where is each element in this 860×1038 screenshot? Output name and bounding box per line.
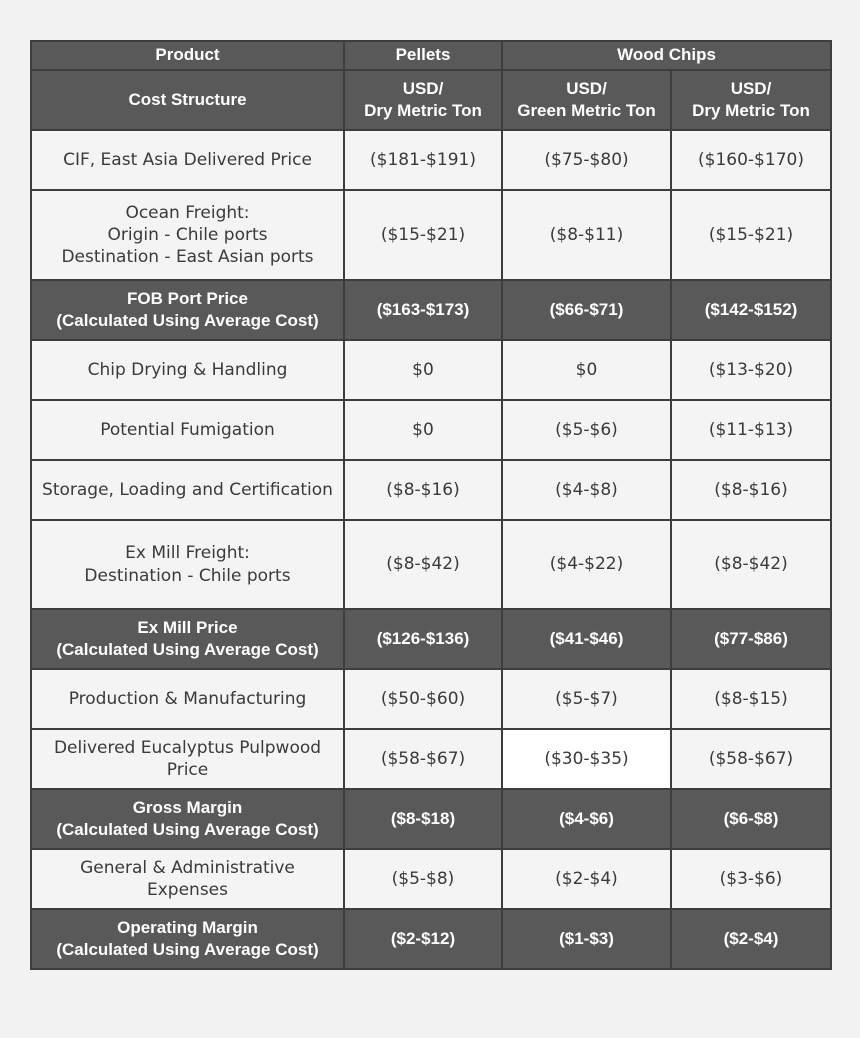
chips-dry-value: ($77-$86) — [671, 609, 831, 669]
row-label-line: Price — [166, 760, 209, 780]
chips-dry-value: ($15-$21) — [671, 190, 831, 280]
unit-header-line: Green Metric Ton — [517, 101, 656, 120]
pellets-value: ($181-$191) — [344, 130, 502, 190]
chips-dry-value: ($13-$20) — [671, 340, 831, 400]
row-label — [31, 400, 344, 460]
header-row-units — [31, 70, 831, 130]
pellets-value: ($5-$8) — [344, 849, 502, 909]
chips-dry-value: ($142-$152) — [671, 280, 831, 340]
row-label-line: Destination - East Asian ports — [61, 247, 314, 268]
row-label-line: (Calculated Using Average Cost) — [56, 940, 319, 959]
pellets-value: ($163-$173) — [344, 280, 502, 340]
chips-dry-value: ($3-$6) — [671, 849, 831, 909]
chips-green-value: ($2-$4) — [502, 849, 671, 909]
subtotal-row — [31, 280, 831, 340]
row-label — [31, 609, 344, 669]
row-label-line: Expenses — [147, 880, 228, 900]
row-label-line: Potential Fumigation — [100, 419, 275, 440]
chips-dry-value: ($6-$8) — [671, 789, 831, 849]
pellets-value: ($58-$67) — [344, 729, 502, 789]
chips-dry-value: ($8-$15) — [671, 669, 831, 729]
pellets-header: Pellets — [344, 41, 502, 70]
chips-green-value: ($8-$11) — [502, 190, 671, 280]
pellets-value: ($8-$16) — [344, 460, 502, 520]
row-label-line: Ex Mill Price — [137, 617, 238, 637]
row-label-line: Production & Manufacturing — [68, 688, 307, 709]
table-row — [31, 130, 831, 190]
table-row — [31, 729, 831, 789]
header-row-top — [31, 41, 831, 70]
chips-green-value: $0 — [502, 340, 671, 400]
subtotal-row — [31, 609, 831, 669]
chips-dry-value: ($160-$170) — [671, 130, 831, 190]
chips-green-value: ($4-$22) — [502, 520, 671, 609]
table-row — [31, 520, 831, 609]
pellets-value: ($8-$18) — [344, 789, 502, 849]
row-label — [31, 669, 344, 729]
table-row — [31, 340, 831, 400]
unit-header-chips-dry — [671, 70, 831, 130]
row-label-line: Destination - Chile ports — [84, 565, 291, 586]
row-label-line: (Calculated Using Average Cost) — [56, 640, 319, 659]
pellets-value: $0 — [344, 340, 502, 400]
row-label-line: General & Administrative — [80, 857, 295, 878]
row-label — [31, 729, 344, 789]
unit-header-line: USD/ — [402, 78, 444, 98]
row-label-line: Operating Margin — [117, 917, 258, 937]
row-label — [31, 280, 344, 340]
unit-header-line: Dry Metric Ton — [364, 101, 482, 120]
unit-header-pellets — [344, 70, 502, 130]
row-label-line: CIF, East Asia Delivered Price — [63, 149, 312, 170]
row-label — [31, 849, 344, 909]
product-header: Product — [31, 41, 344, 70]
chips-dry-value: ($2-$4) — [671, 909, 831, 969]
subtotal-row — [31, 909, 831, 969]
cost-structure-table — [30, 40, 832, 970]
row-label — [31, 909, 344, 969]
row-label-line: Ex Mill Freight: — [125, 543, 250, 564]
pellets-value: $0 — [344, 400, 502, 460]
chips-green-value: ($5-$7) — [502, 669, 671, 729]
row-label — [31, 130, 344, 190]
chips-dry-value: ($8-$16) — [671, 460, 831, 520]
chips-dry-value: ($58-$67) — [671, 729, 831, 789]
row-label-line: Storage, Loading and Certification — [42, 479, 333, 500]
row-label — [31, 789, 344, 849]
chips-dry-value: ($11-$13) — [671, 400, 831, 460]
row-label-line: Gross Margin — [132, 797, 243, 817]
table-row — [31, 669, 831, 729]
table-row — [31, 460, 831, 520]
row-label — [31, 460, 344, 520]
row-label-line: Ocean Freight: — [125, 202, 250, 223]
wood-chips-header: Wood Chips — [502, 41, 831, 70]
chips-green-value: ($66-$71) — [502, 280, 671, 340]
row-label-line: Delivered Eucalyptus Pulpwood — [53, 737, 322, 758]
pellets-value: ($2-$12) — [344, 909, 502, 969]
unit-header-line: USD/ — [730, 78, 772, 98]
row-label — [31, 520, 344, 609]
pellets-value: ($8-$42) — [344, 520, 502, 609]
table-row — [31, 190, 831, 280]
row-label-line: Origin - Chile ports — [107, 224, 268, 245]
chips-dry-value: ($8-$42) — [671, 520, 831, 609]
row-label-line: (Calculated Using Average Cost) — [56, 311, 319, 330]
chips-green-value: ($30-$35) — [502, 729, 671, 789]
row-label — [31, 190, 344, 280]
row-label-line: (Calculated Using Average Cost) — [56, 820, 319, 839]
pellets-value: ($126-$136) — [344, 609, 502, 669]
unit-header-line: Dry Metric Ton — [692, 101, 810, 120]
unit-header-chips-green — [502, 70, 671, 130]
subtotal-row — [31, 789, 831, 849]
chips-green-value: ($41-$46) — [502, 609, 671, 669]
chips-green-value: ($4-$6) — [502, 789, 671, 849]
chips-green-value: ($4-$8) — [502, 460, 671, 520]
cost-structure-header: Cost Structure — [31, 70, 344, 130]
pellets-value: ($50-$60) — [344, 669, 502, 729]
table-row — [31, 849, 831, 909]
chips-green-value: ($1-$3) — [502, 909, 671, 969]
chips-green-value: ($5-$6) — [502, 400, 671, 460]
pellets-value: ($15-$21) — [344, 190, 502, 280]
unit-header-line: USD/ — [566, 78, 607, 98]
chips-green-value: ($75-$80) — [502, 130, 671, 190]
table-row — [31, 400, 831, 460]
row-label-line: FOB Port Price — [127, 288, 248, 308]
row-label-line: Chip Drying & Handling — [87, 359, 288, 380]
row-label — [31, 340, 344, 400]
